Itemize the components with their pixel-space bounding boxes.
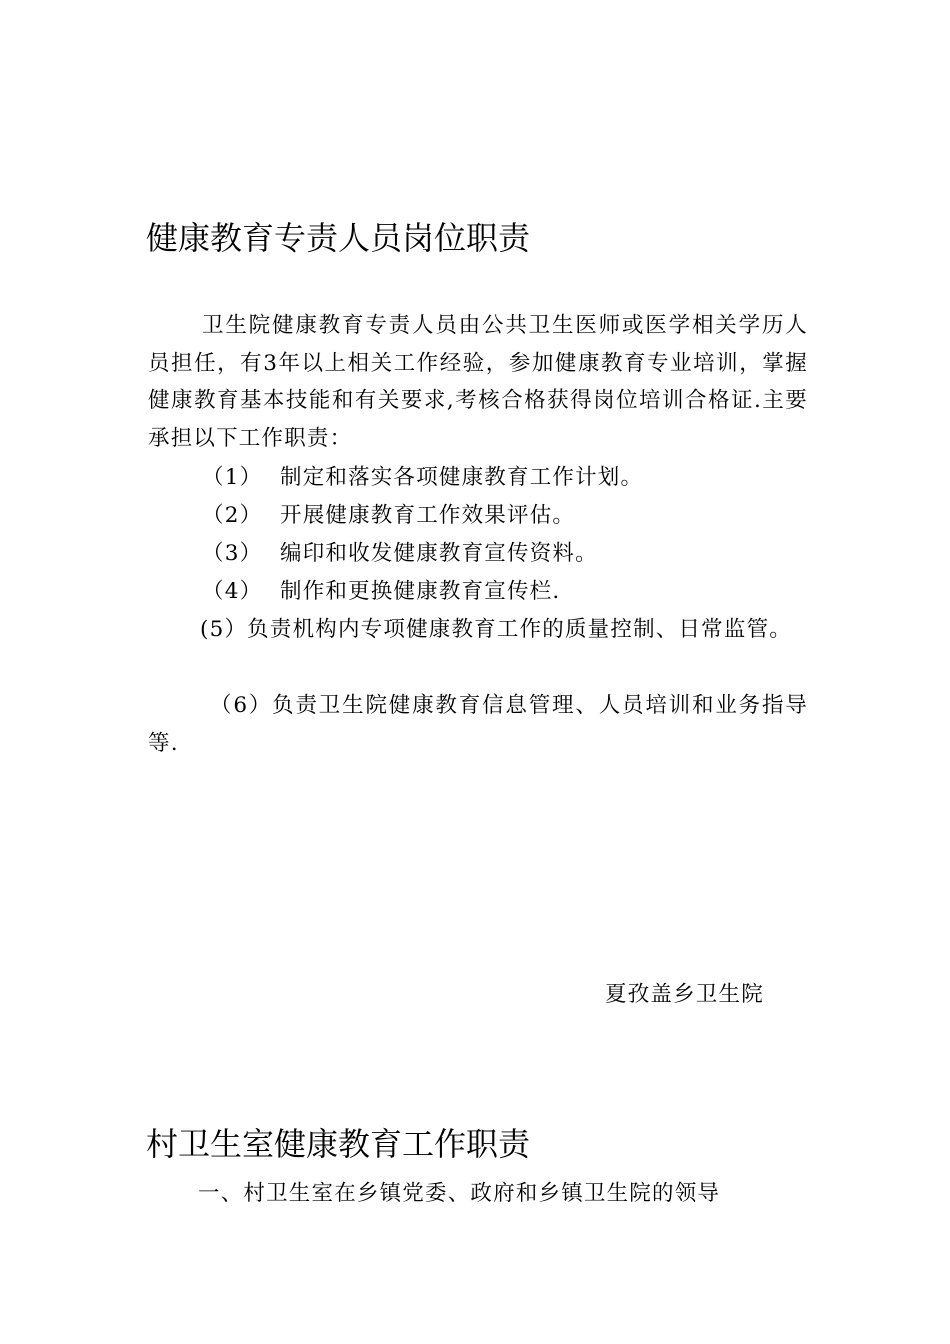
duty-item-3	[202, 535, 598, 573]
duty-item-text: 制作和更换健康教育宣传栏.	[280, 579, 561, 604]
duty-item-number: （2）	[202, 503, 263, 528]
duty-item-text: 制定和落实各项健康教育工作计划。	[280, 465, 644, 490]
duty-item-number: （4）	[202, 579, 263, 604]
duty-item-number: （3）	[202, 541, 263, 566]
section1-intro-paragraph: 卫生院健康教育专责人员由公共卫生医师或医学相关学历人员担任，有3年以上相关工作经验，参加健康教育专业培训，掌握健康教育基本技能和有关要求,考核合格获得岗位培训合格证.主要承担以下工作职责：	[148, 313, 808, 451]
duty-item-5: (5）负责机构内专项健康教育工作的质量控制、日常监管。	[200, 617, 792, 642]
section1-title: 健康教育专责人员岗位职责	[146, 219, 531, 257]
duty-item-2	[202, 497, 575, 535]
duty-item-text: 开展健康教育工作效果评估。	[280, 503, 576, 528]
duty-item-6: （6）负责卫生院健康教育信息管理、人员培训和业务指导等.	[148, 693, 808, 756]
section2-paragraph-1: 一、村卫生室在乡镇党委、政府和乡镇卫生院的领导	[198, 1181, 721, 1206]
duty-item-4	[202, 573, 560, 611]
organization-signature: 夏孜盖乡卫生院	[605, 982, 764, 1007]
duty-item-1	[202, 459, 643, 497]
duty-item-text: 编印和收发健康教育宣传资料。	[280, 541, 598, 566]
section2-title: 村卫生室健康教育工作职责	[146, 1125, 531, 1163]
duty-item-number: （1）	[202, 465, 263, 490]
